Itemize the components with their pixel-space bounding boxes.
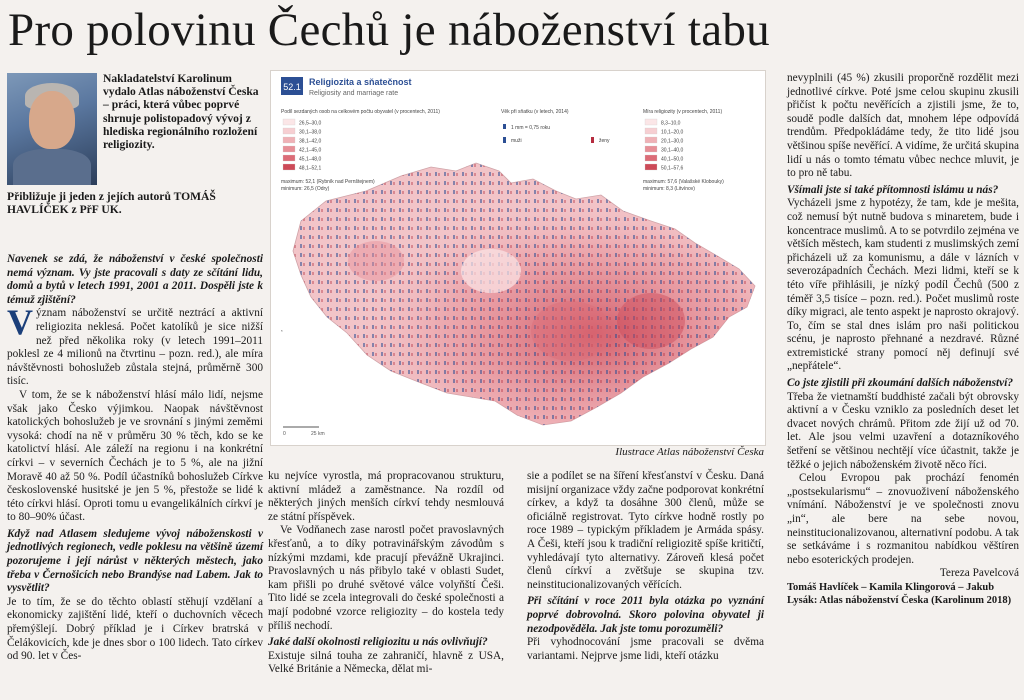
answer-2: Je to tím, že se do těchto oblastí stěhují vzdělaní a ekonomicky zajištění lidé, kteří o duchovních věcech přemýšlejí. Dobrý příklad je i Církev bratrská v Čelákovicích, kde je dnes sbor o 100 lidech. Tato církev od 90. let v Čes- <box>7 595 263 663</box>
legend-age-title: Věk při sňatku (v letech, 2014) <box>501 109 569 115</box>
age-markers <box>293 163 755 425</box>
legend-marriage-max: maximum: 52,1 (Rybník nad Pernštejnem) <box>281 179 375 185</box>
column-2 <box>268 470 504 677</box>
scale-25: 25 km <box>311 431 325 437</box>
legend-swatch <box>645 137 657 143</box>
answer-3: Existuje silná touha ze zahraničí, hlavně z USA, Velké Británie a Německa, dělat mi- <box>268 649 504 676</box>
column-1 <box>7 250 263 664</box>
religiosity-map <box>270 70 766 446</box>
map-svg <box>271 71 765 445</box>
legend-religiosity <box>643 109 724 192</box>
drop-cap: V <box>7 302 33 343</box>
legend-swatch <box>645 164 657 170</box>
legend-religiosity-title: Míra religiozity (v procentech, 2011) <box>643 109 723 115</box>
question-6: Co jste zjistili při zkoumání dalších náboženství? <box>787 377 1013 390</box>
answer-1-text: ýznam náboženství se určitě neztrácí a aktivní religiozita neklesá. Počet katolíků je sice nižší než před několika roky (v letech 1991–2011 poklesl ze 4 milionů na čtvrtinu – pozn. red.), ale míra návštěvnosti bohoslužeb zůstala stejná, průměrně 300 tisíc. <box>7 307 263 388</box>
legend-label: 30,1–38,0 <box>299 129 322 136</box>
intro-author: Přibližuje ji jeden z jejích autorů TOMÁŠ HAVLÍČEK z PřF UK. <box>7 190 216 217</box>
legend-swatch <box>283 128 295 134</box>
legend-religiosity-min: minimum: 8,3 (Litvínov) <box>643 186 695 192</box>
author-photo <box>7 73 97 185</box>
book-credits: Tomáš Havlíček – Kamila Klingorová – Jakub Lysák: Atlas náboženství Česka (Karolinum 2018) <box>787 581 1012 606</box>
photo-face <box>29 91 75 149</box>
intro-lead: Nakladatelství Karolinum vydalo Atlas náboženství Česka – práci, která vůbec poprvé shrnuje polistopadový vývoj z hlediska regionálního rozložení religiozity. <box>103 72 259 152</box>
legend-label: 45,1–48,0 <box>299 156 322 163</box>
legend-marriage-title: Podíl sezdaných osob na celkovém počtu obyvatel (v procentech, 2011) <box>281 109 440 115</box>
question-5: Všímali jste si také přítomnosti islámu u nás? <box>787 183 999 196</box>
answer-4: Při vyhodnocování jsme pracovali se dvěma variantami. Nejprve jsme lidi, kteří otázku <box>527 636 764 662</box>
region-patch <box>617 293 685 349</box>
answer-2-cont: ku nejvíce vyrostla, má propracovanou strukturu, aktivní mládež a zaměstnance. Na rozdíl od některých jiných menších církví tehdy nesmlouvá ze státní příspěvek. <box>268 470 504 523</box>
region-patch <box>348 241 404 281</box>
paragraph-2: Ve Vodňanech zase narostl počet pravoslavných křesťanů, a to díky potravinářským závodům s nízkými mzdami, kde pracují převážně Ukrajinci. Pravoslavných u nás přibylo také v oblasti Sudet, kam přišli po druhé světové válce volyňští Češi. Tito lidé se zcela integrovali do české společnosti a mají podobné vzorce religiozity – do kostela tedy příliš nechodí. <box>268 524 504 632</box>
map-number: 52.1 <box>283 82 301 92</box>
question-4: Při sčítání v roce 2011 byla otázka po vyznání poprvé dobrovolná. Skoro polovina obyvatel ji nezodpověděla. Jak jste tomu porozuměli? <box>527 595 764 635</box>
legend-age-women: ženy <box>599 138 610 144</box>
scale-0: 0 <box>283 431 286 437</box>
map-caption: Ilustrace Atlas náboženství Česka <box>615 446 764 458</box>
legend-swatch <box>645 146 657 152</box>
column-3 <box>527 470 764 663</box>
answer-1b: V tom, že se k náboženství hlásí málo lidí, nejsme však jako Česko výjimkou. Naopak návštěvnost katolických bohoslužeb je ve srovnání s jinými zeměmi vysoká: chodí na ně v průměru 30 % těch, kdo se ke katolictví hlásí. Ale záleží na regionu i na konkrétní církvi – v severních Čechách je to 5 %, ale na jižní Moravě 40 až 50 %. Podíl účastníků bohoslužeb Církve československé husitské je jen 5 %, přestože se lidé k této církvi hlásí. Oproti tomu u evangelikálních církví je to 80–90% účast. <box>7 388 263 524</box>
legend-label: 8,3–10,0 <box>661 120 681 127</box>
question-2: Když nad Atlasem sledujeme vývoj náboženskosti v jednotlivých regionech, vedle poklesu na většině území pozorujeme i její nárůst v některých městech, jako třeba v Černošicích nebo Brandýse nad Labem. Jak to vysvětlit? <box>7 527 263 595</box>
answer-1 <box>7 302 263 389</box>
map-note: * <box>281 329 283 334</box>
legend-label: 50,1–57,6 <box>661 165 684 172</box>
legend-age <box>501 109 610 144</box>
legend-label: 26,5–30,0 <box>299 120 322 127</box>
legend-swatch <box>645 155 657 161</box>
legend-label: 38,1–42,0 <box>299 138 322 145</box>
signature: Tereza Pavelcová <box>939 567 1019 580</box>
legend-swatch <box>645 128 657 134</box>
answer-6: Třeba že vietnamští buddhisté začali být obrovsky aktivní a v Česku vzniklo za posledních deset let dvacet nových chrámů. Přitom zde žijí už od 70. let. Ale jsou velmi uzavření a dotazníkového šetření se většinou nechtějí více účastnit, takže je těžké o jejich náboženském životě něco říci. <box>787 390 1019 471</box>
legend-label: 42,1–45,0 <box>299 147 322 154</box>
legend-swatch <box>283 137 295 143</box>
question-3: Jaké další okolnosti religiozitu u nás ovlivňují? <box>268 636 488 649</box>
legend-swatch <box>283 119 295 125</box>
answer-6b: Celou Evropou pak prochází fenomén „postsekularismu“ – znovuoživení náboženského vnímání. Náboženství je ve společnosti znovu „in“, ale bere na sebe novou, neinstitucionalizovanou, alternativní podobu. A tak se setkáváme i s rozmanitou nabídkou věštíren nebo esoterických prodejen. <box>787 472 1019 566</box>
legend-swatch <box>283 155 295 161</box>
legend-label: 10,1–20,0 <box>661 129 684 136</box>
legend-label: 20,1–30,0 <box>661 138 684 145</box>
legend-label: 48,1–52,1 <box>299 165 322 172</box>
answer-3-cont: sie a podílet se na šíření křesťanství v Česku. Daná misijní organizace vždy začne podporovat konkrétní církev, a když ta dosáhne 300 členů, může se oficiálně registrovat. Tyto církve hodně rostly po roce 1989 – typickým příkladem je Armáda spásy. A Češi, kteří jsou k tradiční religiozitě spíše kritičtí, vyhledávají tyto alternativy. Zároveň klesá počet členů církví a zvětšuje se skupina tzv. neinstitucionalizovaných věřících. <box>527 470 764 591</box>
answer-4-cont: nevyplnili (45 %) zkusili proporčně rozdělit mezi jednotlivé církve. Poté jsme celou skupinu zkusili přičíst k počtu nevěřících a zjistili jsme, že to, soudě podle dalších dat, mnohem lépe odpovídá trendům. Předpokládáme tedy, že tito lidé jsou většinou spíše nevěřící. A vidíme, že určitá skupina lidí u nás o tomto tématu vůbec nechce mluvit, je to pro ně tabu. <box>787 72 1019 180</box>
page-title: Pro polovinu Čechů je náboženství tabu <box>8 4 770 56</box>
legend-label: 40,1–50,0 <box>661 156 684 163</box>
column-4 <box>787 72 1019 607</box>
region-patch <box>531 301 611 361</box>
answer-5: Vycházeli jsme z hypotézy, že tam, kde je mešita, což nemusí být nutně budova s minaretem, bude i koncentrace muslimů. A to se potvrdilo zejména ve větších městech, kam studenti z muslimských zemí přicházeli už za komunismu, a dále v lázních v severozápadních Čechách. Mezi lidmi, kteří se k této víře přihlásili, je nízký podíl Čechů (500 z téměř 3,5 tisíce – pozn. red.). Počet muslimů roste díky migraci, ale tento aspekt je naprosto okrajový. To, čím se stal dnes islám pro naši politickou scénu, je naprosto přehnané a nezdravé. Různé extremistické strany pomocí něj definují své „nepřátele“. <box>787 197 1019 373</box>
legend-age-men: muži <box>511 138 522 144</box>
legend-swatch <box>645 119 657 125</box>
legend-swatch <box>283 164 295 170</box>
region-patch <box>461 249 521 293</box>
legend-religiosity-max: maximum: 57,6 (Valašské Klobouky) <box>643 179 724 185</box>
map-subtitle: Religiosity and marriage rate <box>309 90 399 97</box>
question-1: Navenek se zdá, že náboženství v české společnosti nemá význam. Vy jste pracovali s daty ze sčítání lidu, domů a bytů v letech 1991, 2001 a 2011. Dospěli jste k témuž zjištění? <box>7 253 263 306</box>
legend-swatch <box>283 146 295 152</box>
legend-age-scale: 1 mm = 0,75 roku <box>511 125 551 131</box>
legend-label: 30,1–40,0 <box>661 147 684 154</box>
legend-marriage-min: minimum: 26,5 (Odry) <box>281 186 330 192</box>
photo-shirt <box>13 149 91 185</box>
map-title: Religiozita a sňatečnost <box>309 77 412 87</box>
